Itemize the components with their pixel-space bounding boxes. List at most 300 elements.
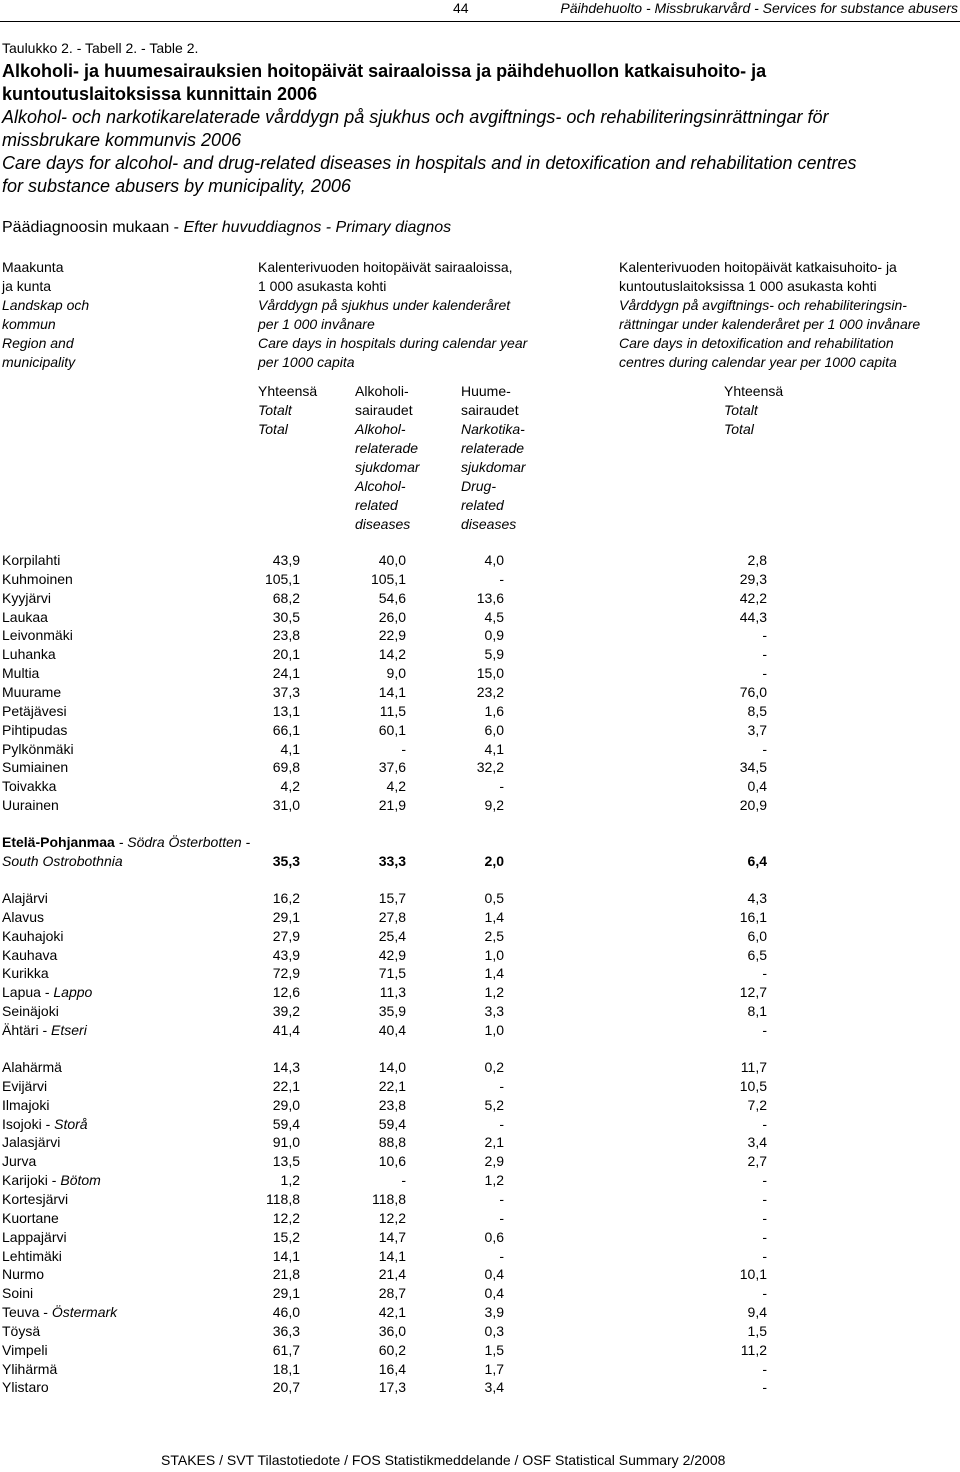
municipality-name	[2, 1077, 47, 1096]
detox-total-head-sv: Totalt	[724, 402, 758, 418]
municipality-name	[2, 740, 74, 759]
table-row	[0, 964, 960, 983]
total-value: 29,0	[272, 1096, 300, 1113]
municipality-name-fi: Laukaa	[2, 608, 48, 625]
total-value: 4,1	[280, 740, 300, 757]
detox-value: -	[762, 1285, 767, 1302]
detox-value: -	[762, 740, 767, 757]
drug-value: 9,2	[484, 797, 504, 814]
detox-value: -	[762, 1115, 767, 1132]
hospital-head-en2: per 1000 capita	[258, 354, 355, 370]
drug-value: 2,5	[484, 927, 504, 944]
drug-value: 5,2	[484, 1096, 504, 1113]
municipality-name	[2, 1247, 62, 1266]
region-name-en: South Ostrobothnia	[2, 853, 123, 869]
diagnosis-fi: Päädiagnoosin mukaan -	[2, 219, 184, 236]
alcohol-value: 11,5	[379, 702, 406, 719]
subheader-drug	[461, 382, 526, 534]
municipality-name	[2, 608, 48, 627]
drug-value: 1,4	[484, 965, 504, 982]
municipality-name	[2, 1209, 59, 1228]
region-head-fi2: ja kunta	[2, 278, 52, 294]
drug-value: 1,5	[484, 1341, 504, 1358]
drug-value: 15,0	[476, 665, 504, 682]
table-row	[0, 1096, 960, 1115]
table-row	[0, 1284, 960, 1303]
drug-value: 4,1	[484, 740, 504, 757]
region-total: 35,3	[272, 853, 300, 869]
drug-value: -	[499, 1077, 504, 1094]
total-value: 16,2	[272, 890, 300, 906]
municipality-name-fi: Leivonmäki	[2, 627, 73, 644]
diagnosis-sv-en: Efter huvuddiagnos - Primary diagnos	[183, 219, 452, 236]
table-row	[0, 1265, 960, 1284]
municipality-name	[2, 1115, 88, 1134]
total-value: 69,8	[272, 759, 300, 776]
detox-value: 2,7	[747, 1153, 767, 1170]
municipality-name	[2, 570, 73, 589]
drug-head-sv2: relaterade	[461, 440, 525, 456]
municipality-name	[2, 1341, 48, 1360]
table-row	[0, 908, 960, 927]
table-row	[0, 889, 960, 908]
drug-value: 3,9	[484, 1304, 504, 1321]
detox-value: 10,1	[739, 1266, 767, 1283]
alcohol-value: 4,2	[386, 778, 406, 795]
detox-value: 20,9	[739, 797, 767, 814]
municipality-name-fi: Ylistaro	[2, 1379, 49, 1396]
column-header-hospital	[258, 258, 527, 372]
total-value: 59,4	[272, 1115, 300, 1132]
drug-value: 1,4	[484, 908, 504, 925]
total-value: 43,9	[272, 552, 300, 568]
drug-value: 2,9	[484, 1153, 504, 1170]
alcohol-value: 71,5	[378, 965, 406, 982]
detox-value: 34,5	[739, 759, 767, 776]
municipality-name-fi: Seinäjoki	[2, 1003, 59, 1020]
alcohol-value: 14,7	[378, 1228, 406, 1245]
alcohol-head-sv1: Alkohol-	[355, 421, 406, 437]
total-value: 46,0	[272, 1304, 300, 1321]
column-header-detox	[619, 258, 920, 372]
region-head-en2: municipality	[2, 354, 76, 370]
municipality-name-fi: Pihtipudas	[2, 721, 68, 738]
drug-value: -	[499, 1247, 504, 1264]
municipality-name	[2, 589, 51, 608]
hospital-head-en1: Care days in hospitals during calendar year	[258, 335, 528, 351]
total-value: 39,2	[272, 1003, 300, 1020]
municipality-name	[2, 1303, 117, 1322]
table-row	[0, 946, 960, 965]
total-value: 13,1	[272, 702, 300, 719]
detox-value: 12,7	[739, 984, 767, 1001]
municipality-name	[2, 777, 56, 796]
municipality-name	[2, 1058, 62, 1077]
municipality-name-fi: Kuhmoinen	[2, 570, 73, 587]
table-row	[0, 1152, 960, 1171]
municipality-name	[2, 645, 56, 664]
municipality-name-sv: Bötom	[60, 1172, 101, 1189]
drug-value: 1,6	[484, 702, 504, 719]
alcohol-value: 35,9	[378, 1003, 406, 1020]
alcohol-value: 37,6	[378, 759, 406, 776]
table-row	[0, 1360, 960, 1379]
detox-value: -	[762, 1247, 767, 1264]
municipality-name	[2, 758, 68, 777]
municipality-name-sv: Lappo	[53, 984, 93, 1001]
total-head-sv: Totalt	[258, 402, 292, 418]
region-head-fi1: Maakunta	[2, 259, 64, 275]
alcohol-value: 42,9	[378, 946, 406, 963]
drug-value: 0,2	[484, 1059, 504, 1075]
alcohol-value: 60,1	[378, 721, 406, 738]
total-value: 1,2	[280, 1172, 300, 1189]
region-alcohol: 33,3	[378, 853, 406, 869]
table-row	[0, 608, 960, 627]
drug-value: -	[499, 570, 504, 587]
total-value: 66,1	[272, 721, 300, 738]
table-row	[0, 1341, 960, 1360]
detox-value: -	[762, 1360, 767, 1377]
total-value: 15,2	[272, 1228, 300, 1245]
total-value: 31,0	[272, 797, 300, 814]
municipality-name-fi: Töysä	[2, 1322, 41, 1339]
drug-value: 3,3	[484, 1003, 504, 1020]
municipality-name	[2, 721, 67, 740]
alcohol-value: 12,2	[378, 1209, 406, 1226]
municipality-name-fi: Vimpeli	[2, 1341, 48, 1358]
table-row	[0, 1002, 960, 1021]
alcohol-value: 54,6	[378, 589, 406, 606]
total-value: 43,9	[272, 946, 300, 963]
drug-value: 4,5	[484, 608, 504, 625]
title-english-line1: Care days for alcohol- and drug-related diseases in hospitals and in detoxification and rehabilitation centres	[2, 153, 857, 173]
total-value: 20,1	[272, 646, 300, 663]
drug-head-sv3: sjukdomar	[461, 459, 526, 475]
region-head-en1: Region and	[2, 335, 74, 351]
title-swedish-line1: Alkohol- och narkotikarelaterade vårddygn på sjukhus och avgiftnings- och rehabiliteringsinrättningar för	[2, 107, 829, 127]
detox-value: -	[762, 1379, 767, 1396]
detox-value: -	[762, 646, 767, 663]
drug-head-fi1: Huume-	[461, 383, 511, 399]
alcohol-value: 21,9	[378, 797, 406, 814]
page-number: 44	[453, 0, 469, 16]
total-value: 23,8	[272, 627, 300, 644]
detox-value: 8,1	[747, 1003, 767, 1020]
municipality-name-fi: Alajärvi	[2, 890, 48, 906]
drug-head-en2: related	[461, 497, 504, 513]
municipality-name-fi: Alavus	[2, 908, 45, 925]
detox-value: 0,4	[747, 778, 767, 795]
page-footer: STAKES / SVT Tilastotiedote / FOS Statistikmeddelande / OSF Statistical Summary 2/2008	[161, 1452, 726, 1468]
municipality-name	[2, 796, 59, 815]
municipality-name-fi: Isojoki -	[2, 1115, 55, 1132]
detox-value: 76,0	[739, 683, 767, 700]
detox-value: 6,0	[747, 927, 767, 944]
municipality-name-fi: Alahärmä	[2, 1059, 62, 1075]
total-value: 14,1	[272, 1247, 300, 1264]
alcohol-value: 17,3	[378, 1379, 406, 1396]
alcohol-value: 42,1	[378, 1304, 406, 1321]
municipality-name	[2, 1096, 49, 1115]
subheader-total	[258, 382, 317, 439]
table-row	[0, 570, 960, 589]
region-drug: 2,0	[484, 853, 504, 869]
table-row	[0, 777, 960, 796]
total-value: 12,2	[272, 1209, 300, 1226]
municipality-name-fi: Multia	[2, 665, 40, 682]
municipality-name	[2, 1133, 60, 1152]
alcohol-value: 14,0	[378, 1059, 406, 1075]
total-value: 37,3	[272, 683, 300, 700]
table-row	[0, 1171, 960, 1190]
hospital-head-fi2: 1 000 asukasta kohti	[258, 278, 387, 294]
detox-value: 3,4	[747, 1134, 767, 1151]
alcohol-value: 26,0	[378, 608, 406, 625]
municipality-name-fi: Soini	[2, 1285, 34, 1302]
municipality-name-fi: Pylkönmäki	[2, 740, 74, 757]
drug-value: 13,6	[476, 589, 504, 606]
alcohol-value: 22,9	[378, 627, 406, 644]
region-name-sv: - Södra Österbotten -	[114, 834, 251, 850]
region-head-sv2: kommun	[2, 316, 56, 332]
alcohol-head-en2: related	[355, 497, 398, 513]
detox-value: 44,3	[739, 608, 767, 625]
alcohol-value: 23,8	[378, 1096, 406, 1113]
alcohol-head-fi2: sairaudet	[355, 402, 413, 418]
municipality-name-sv: Etseri	[51, 1021, 87, 1038]
detox-value: 2,8	[747, 552, 767, 568]
table-row	[0, 1247, 960, 1266]
table-row	[0, 702, 960, 721]
drug-value: 1,2	[484, 1172, 504, 1189]
region-head-sv1: Landskap och	[2, 297, 90, 313]
alcohol-head-en1: Alcohol-	[355, 478, 406, 494]
municipality-name	[2, 1190, 68, 1209]
alcohol-value: 59,4	[378, 1115, 406, 1132]
municipality-name	[2, 1265, 44, 1284]
detox-value: -	[762, 1021, 767, 1038]
municipality-name-fi: Ähtäri -	[2, 1021, 52, 1038]
alcohol-head-en3: diseases	[355, 516, 411, 532]
detox-value: 3,7	[747, 721, 767, 738]
detox-total-head-fi: Yhteensä	[724, 383, 784, 399]
table-row	[0, 1303, 960, 1322]
municipality-name	[2, 1322, 40, 1341]
hospital-head-sv2: per 1 000 invånare	[258, 316, 375, 332]
detox-value: 9,4	[747, 1304, 767, 1321]
table-row	[0, 721, 960, 740]
table-row	[0, 1058, 960, 1077]
title-finnish-line1: Alkoholi- ja huumesairauksien hoitopäivät sairaaloissa ja päihdehuollon katkaisuhoito- ja	[2, 61, 767, 81]
total-value: 41,4	[272, 1021, 300, 1038]
detox-value: 7,2	[747, 1096, 767, 1113]
hospital-head-fi1: Kalenterivuoden hoitopäivät sairaaloissa,	[258, 259, 513, 275]
subheader-alcohol	[355, 382, 420, 534]
drug-head-sv1: Narkotika-	[461, 421, 525, 437]
drug-head-en3: diseases	[461, 516, 517, 532]
municipality-name-fi: Jalasjärvi	[2, 1134, 61, 1151]
alcohol-value: 27,8	[378, 908, 406, 925]
drug-value: -	[499, 1190, 504, 1207]
municipality-name-fi: Kauhajoki	[2, 927, 64, 944]
region-name-bold: Etelä-Pohjanmaa	[2, 834, 115, 850]
detox-value: 6,5	[747, 946, 767, 963]
municipality-name	[2, 664, 39, 683]
alcohol-value: 28,7	[378, 1285, 406, 1302]
total-value: 68,2	[272, 589, 300, 606]
total-value: 13,5	[272, 1153, 300, 1170]
hospital-head-sv1: Vårddygn på sjukhus under kalenderåret	[258, 297, 511, 313]
total-value: 29,1	[272, 908, 300, 925]
region-heading	[2, 833, 250, 852]
detox-value: -	[762, 665, 767, 682]
total-value: 105,1	[264, 570, 300, 587]
municipality-name-fi: Kortesjärvi	[2, 1190, 69, 1207]
table-row	[0, 664, 960, 683]
table-row	[0, 626, 960, 645]
table-row	[0, 927, 960, 946]
municipality-name-fi: Jurva	[2, 1153, 37, 1170]
municipality-name	[2, 702, 67, 721]
table-row	[0, 1077, 960, 1096]
municipality-name-fi: Luhanka	[2, 646, 56, 663]
table-row	[0, 1322, 960, 1341]
title-swedish-line2: missbrukare kommunvis 2006	[2, 130, 242, 150]
alcohol-value: 105,1	[370, 570, 406, 587]
table-row	[0, 1190, 960, 1209]
municipality-name-fi: Teuva -	[2, 1304, 52, 1321]
drug-head-fi2: sairaudet	[461, 402, 519, 418]
table-row	[0, 589, 960, 608]
drug-value: 4,0	[484, 552, 504, 568]
table-row	[0, 551, 960, 570]
detox-value: -	[762, 1190, 767, 1207]
region-detox: 6,4	[747, 853, 767, 869]
municipality-name	[2, 551, 60, 570]
municipality-name-sv: Storå	[54, 1115, 88, 1132]
municipality-name	[2, 1360, 57, 1379]
municipality-name-fi: Kauhava	[2, 946, 58, 963]
detox-head-en1: Care days in detoxification and rehabilitation	[619, 335, 894, 351]
municipality-name-fi: Ylihärmä	[2, 1360, 58, 1377]
drug-value: 1,7	[484, 1360, 504, 1377]
detox-value: 42,2	[739, 589, 767, 606]
drug-value: 2,1	[484, 1134, 504, 1151]
municipality-name	[2, 927, 64, 946]
table-label: Taulukko 2. - Tabell 2. - Table 2.	[2, 40, 199, 56]
drug-value: -	[499, 778, 504, 795]
drug-value: 1,2	[484, 984, 504, 1001]
detox-value: 1,5	[747, 1322, 767, 1339]
total-value: 24,1	[272, 665, 300, 682]
column-header-region	[2, 258, 89, 372]
table-row	[0, 758, 960, 777]
alcohol-value: 25,4	[378, 927, 406, 944]
alcohol-value: 22,1	[378, 1077, 406, 1094]
total-value: 14,3	[272, 1059, 300, 1075]
detox-value: -	[762, 965, 767, 982]
total-value: 4,2	[280, 778, 300, 795]
total-head-fi: Yhteensä	[258, 383, 318, 399]
table-row	[0, 1228, 960, 1247]
total-value: 21,8	[272, 1266, 300, 1283]
drug-value: -	[499, 1209, 504, 1226]
alcohol-value: -	[401, 740, 406, 757]
alcohol-value: 14,2	[378, 646, 406, 663]
municipality-name	[2, 908, 44, 927]
drug-value: 23,2	[476, 683, 504, 700]
drug-value: 0,4	[484, 1266, 504, 1283]
table-row	[0, 683, 960, 702]
drug-value: -	[499, 1115, 504, 1132]
municipality-name-fi: Uurainen	[2, 797, 59, 814]
municipality-name	[2, 1228, 67, 1247]
table-row	[0, 1209, 960, 1228]
running-title: Päihdehuolto - Missbrukarvård - Services for substance abusers	[560, 0, 958, 16]
municipality-name-fi: Evijärvi	[2, 1077, 48, 1094]
municipality-name-fi: Kuortane	[2, 1209, 59, 1226]
alcohol-value: 36,0	[378, 1322, 406, 1339]
municipality-name	[2, 1021, 87, 1040]
alcohol-value: 11,3	[379, 984, 406, 1001]
municipality-name-fi: Lappajärvi	[2, 1228, 67, 1245]
detox-head-sv2: rättningar under kalenderåret per 1 000 invånare	[619, 316, 921, 332]
table-row	[0, 1378, 960, 1397]
municipality-name-fi: Kurikka	[2, 965, 49, 982]
drug-head-en1: Drug-	[461, 478, 497, 494]
total-value: 36,3	[272, 1322, 300, 1339]
total-value: 72,9	[272, 965, 300, 982]
total-value: 30,5	[272, 608, 300, 625]
detox-value: -	[762, 1228, 767, 1245]
title-english-line2: for substance abusers by municipality, 2006	[2, 176, 351, 196]
header-rule	[0, 21, 960, 22]
municipality-name-fi: Muurame	[2, 683, 62, 700]
detox-value: 11,2	[740, 1341, 767, 1358]
municipality-name	[2, 626, 73, 645]
alcohol-value: 14,1	[378, 1247, 406, 1264]
detox-value: 16,1	[739, 908, 767, 925]
municipality-name-fi: Sumiainen	[2, 759, 69, 776]
alcohol-head-sv2: relaterade	[355, 440, 419, 456]
region-total-row	[0, 852, 960, 871]
alcohol-value: 118,8	[372, 1190, 406, 1207]
municipality-name-fi: Korpilahti	[2, 552, 61, 568]
municipality-name	[2, 1002, 59, 1021]
total-value: 91,0	[272, 1134, 300, 1151]
detox-value: 4,3	[747, 890, 767, 906]
alcohol-value: 9,0	[386, 665, 406, 682]
drug-value: 6,0	[484, 721, 504, 738]
total-value: 22,1	[272, 1077, 300, 1094]
alcohol-value: -	[401, 1172, 406, 1189]
municipality-name-fi: Toivakka	[2, 778, 57, 795]
alcohol-value: 15,7	[378, 890, 406, 906]
alcohol-value: 10,6	[378, 1153, 406, 1170]
alcohol-value: 88,8	[378, 1134, 406, 1151]
municipality-name-fi: Lapua -	[2, 984, 54, 1001]
municipality-name-fi: Ilmajoki	[2, 1096, 50, 1113]
drug-value: 0,5	[484, 890, 504, 906]
detox-value: -	[762, 1172, 767, 1189]
municipality-name	[2, 683, 61, 702]
total-value: 29,1	[272, 1285, 300, 1302]
drug-value: 0,3	[484, 1322, 504, 1339]
total-value: 118,8	[266, 1190, 300, 1207]
detox-value: 29,3	[739, 570, 767, 587]
municipality-name	[2, 1378, 49, 1397]
